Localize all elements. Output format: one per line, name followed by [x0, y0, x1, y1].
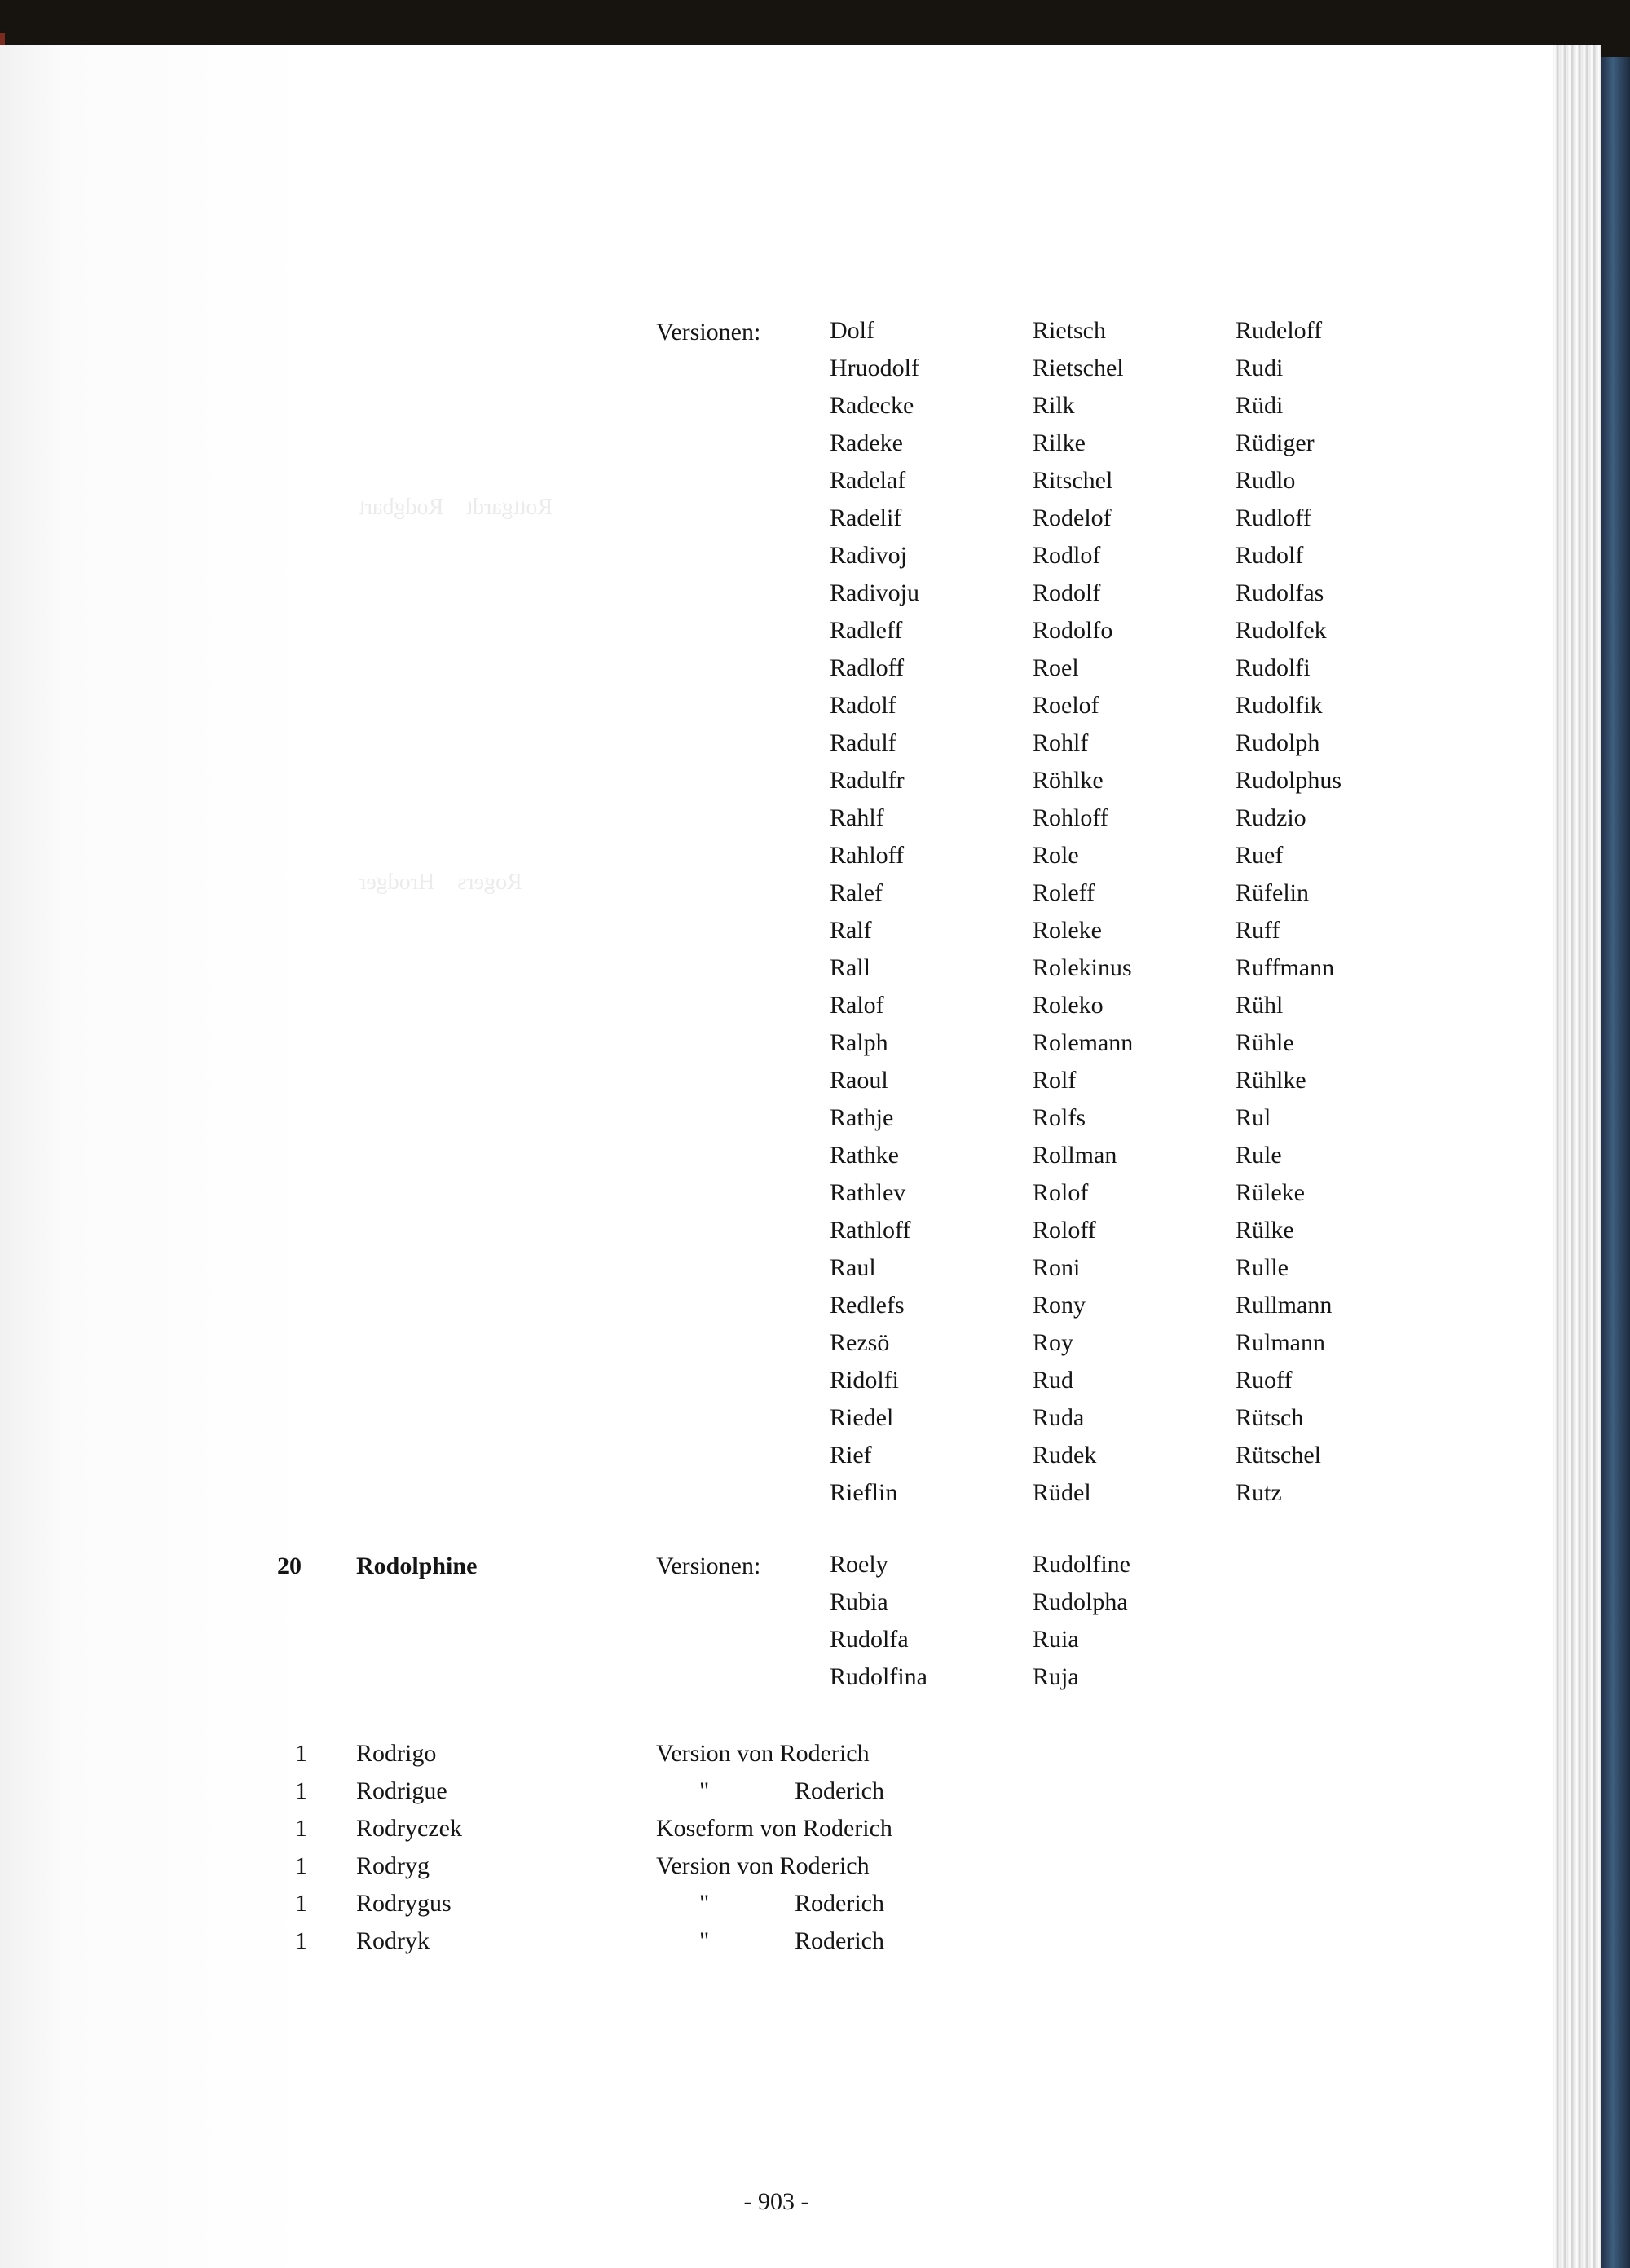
- version-name: Ruff: [1236, 917, 1280, 944]
- entry-name: Rodryg: [356, 1852, 430, 1879]
- version-name: Rüleke: [1236, 1179, 1305, 1206]
- version-name: Rutz: [1236, 1479, 1282, 1506]
- version-name: Ruoff: [1236, 1367, 1293, 1394]
- version-name: Radulf: [830, 729, 896, 756]
- version-name: Ridolfi: [830, 1367, 900, 1394]
- version-name: Rudeloff: [1236, 317, 1323, 344]
- version-name: Ruda: [1033, 1404, 1085, 1431]
- version-name: Dolf: [830, 317, 874, 344]
- version-name: Rülke: [1236, 1217, 1294, 1244]
- version-name: Rudolfek: [1236, 617, 1327, 644]
- version-name: Rudolpha: [1033, 1588, 1128, 1615]
- version-name: Ruia: [1033, 1626, 1079, 1653]
- entry-count: 1: [295, 1927, 307, 1954]
- version-name: Radelaf: [830, 467, 906, 494]
- version-name: Ruffmann: [1236, 954, 1335, 981]
- entry-name: Rodryk: [356, 1927, 430, 1954]
- version-name: Rall: [830, 954, 870, 981]
- version-name: Rieflin: [830, 1479, 898, 1506]
- version-name: Rudolphus: [1236, 767, 1342, 794]
- entry-reference: Roderich: [795, 1927, 884, 1954]
- entry-count: 1: [295, 1852, 307, 1879]
- version-name: Rodolfo: [1033, 617, 1113, 644]
- version-name: Rohlf: [1033, 729, 1089, 756]
- version-name: Ruef: [1236, 842, 1284, 869]
- version-name: Rodelof: [1033, 504, 1112, 531]
- version-name: Roleff: [1033, 879, 1095, 906]
- version-name: Rolf: [1033, 1067, 1077, 1094]
- version-name: Raul: [830, 1254, 876, 1281]
- entry-reference: Roderich: [795, 1777, 884, 1804]
- bleed-through: Rottgardt Rodgbart: [359, 495, 553, 520]
- version-name: Rietschel: [1033, 355, 1124, 381]
- version-name: Radolf: [830, 692, 896, 719]
- version-name: Rief: [830, 1442, 872, 1469]
- version-name: Rudek: [1033, 1442, 1097, 1469]
- version-name: Rudolfine: [1033, 1551, 1130, 1578]
- version-name: Redlefs: [830, 1292, 905, 1319]
- version-name: Ralof: [830, 992, 884, 1019]
- version-name: Rudolfa: [830, 1626, 909, 1653]
- version-name: Rulle: [1236, 1254, 1289, 1281]
- version-name: Rüdi: [1236, 392, 1284, 419]
- entry-description: Version von Roderich: [656, 1740, 870, 1767]
- version-name: Roleke: [1033, 917, 1102, 944]
- version-name: Rühle: [1236, 1029, 1294, 1056]
- version-name: Rudolfik: [1236, 692, 1323, 719]
- version-name: Role: [1033, 842, 1079, 869]
- ditto-mark: ": [699, 1927, 710, 1954]
- version-name: Rolemann: [1033, 1029, 1134, 1056]
- version-name: Rule: [1236, 1142, 1282, 1169]
- bleed-through: Rogers Hrodger: [359, 870, 522, 895]
- version-name: Rulmann: [1236, 1329, 1325, 1356]
- version-name: Rahloff: [830, 842, 905, 869]
- version-name: Rolekinus: [1033, 954, 1132, 981]
- versions-column: [830, 1546, 927, 1696]
- version-name: Roely: [830, 1551, 888, 1578]
- ditto-mark: ": [699, 1890, 710, 1917]
- version-name: Rilk: [1033, 392, 1075, 419]
- page-number: - 903 -: [743, 2188, 809, 2215]
- version-name: Roni: [1033, 1254, 1081, 1281]
- version-name: Rietsch: [1033, 317, 1106, 344]
- version-name: Riedel: [830, 1404, 894, 1431]
- entry-count: 1: [295, 1740, 307, 1767]
- version-name: Rütschel: [1236, 1442, 1321, 1469]
- version-name: Rezsö: [830, 1329, 890, 1356]
- version-name: Rohloff: [1033, 804, 1108, 831]
- entry-count: 20: [277, 1552, 302, 1579]
- version-name: Rüdel: [1033, 1479, 1091, 1506]
- version-name: Röhlke: [1033, 767, 1104, 794]
- version-name: Rüdiger: [1236, 429, 1315, 456]
- versions-column: [1236, 312, 1341, 1512]
- version-name: Radecke: [830, 392, 914, 419]
- version-name: Rühl: [1236, 992, 1284, 1019]
- version-name: Rühlke: [1236, 1067, 1306, 1094]
- version-name: Rudolph: [1236, 729, 1320, 756]
- version-name: Roleko: [1033, 992, 1104, 1019]
- version-name: Rüfelin: [1236, 879, 1309, 906]
- entry-count: 1: [295, 1890, 307, 1917]
- version-name: Rudolf: [1236, 542, 1304, 569]
- versions-column: [1033, 1546, 1130, 1696]
- version-name: Rud: [1033, 1367, 1074, 1394]
- version-name: Ruja: [1033, 1663, 1079, 1690]
- version-name: Rudi: [1236, 355, 1284, 381]
- versions-column: [830, 312, 919, 1512]
- version-name: Roelof: [1033, 692, 1099, 719]
- entry-name: Rodryczek: [356, 1815, 462, 1842]
- version-name: Ralf: [830, 917, 872, 944]
- version-name: Ritschel: [1033, 467, 1113, 494]
- version-name: Radulfr: [830, 767, 905, 794]
- version-name: Rolof: [1033, 1179, 1089, 1206]
- version-name: Rathje: [830, 1104, 894, 1131]
- entry-name: Rodrigue: [356, 1777, 447, 1804]
- version-name: Rullmann: [1236, 1292, 1333, 1319]
- version-name: Rollman: [1033, 1142, 1117, 1169]
- version-name: Rütsch: [1236, 1404, 1304, 1431]
- version-name: Rodolf: [1033, 579, 1101, 606]
- versions-label: Versionen:: [656, 319, 761, 346]
- version-name: Radelif: [830, 504, 902, 531]
- version-name: Rudloff: [1236, 504, 1311, 531]
- version-name: Rathlev: [830, 1179, 906, 1206]
- versions-column: [1033, 312, 1133, 1512]
- entry-description: Version von Roderich: [656, 1852, 870, 1879]
- version-name: Roy: [1033, 1329, 1074, 1356]
- entry-name: Rodolphine: [356, 1552, 478, 1579]
- entry-count: 1: [295, 1777, 307, 1804]
- version-name: Roel: [1033, 654, 1079, 681]
- book-cover-edge: [1601, 57, 1630, 2268]
- version-name: Radleff: [830, 617, 903, 644]
- entry-description: Koseform von Roderich: [656, 1815, 892, 1842]
- version-name: Hruodolf: [830, 355, 919, 381]
- versions-label: Versionen:: [656, 1552, 761, 1579]
- version-name: Rul: [1236, 1104, 1271, 1131]
- version-name: Rudolfas: [1236, 579, 1324, 606]
- version-name: Rathke: [830, 1142, 899, 1169]
- version-name: Rahlf: [830, 804, 884, 831]
- version-name: Rodlof: [1033, 542, 1101, 569]
- version-name: Radivoj: [830, 542, 907, 569]
- version-name: Radloff: [830, 654, 905, 681]
- entry-name: Rodrigo: [356, 1740, 437, 1767]
- version-name: Rudolfi: [1236, 654, 1311, 681]
- version-name: Radeke: [830, 429, 903, 456]
- entry-count: 1: [295, 1815, 307, 1842]
- version-name: Roloff: [1033, 1217, 1096, 1244]
- version-name: Rudlo: [1236, 467, 1296, 494]
- version-name: Rilke: [1033, 429, 1086, 456]
- version-name: Rony: [1033, 1292, 1086, 1319]
- version-name: Rolfs: [1033, 1104, 1086, 1131]
- version-name: Rathloff: [830, 1217, 911, 1244]
- page-edges: [1553, 45, 1601, 2268]
- version-name: Rudolfina: [830, 1663, 927, 1690]
- version-name: Raoul: [830, 1067, 888, 1094]
- version-name: Rubia: [830, 1588, 888, 1615]
- version-name: Ralph: [830, 1029, 888, 1056]
- entry-name: Rodrygus: [356, 1890, 452, 1917]
- ditto-mark: ": [699, 1777, 710, 1804]
- version-name: Rudzio: [1236, 804, 1306, 831]
- version-name: Radivoju: [830, 579, 919, 606]
- version-name: Ralef: [830, 879, 883, 906]
- entry-reference: Roderich: [795, 1890, 884, 1917]
